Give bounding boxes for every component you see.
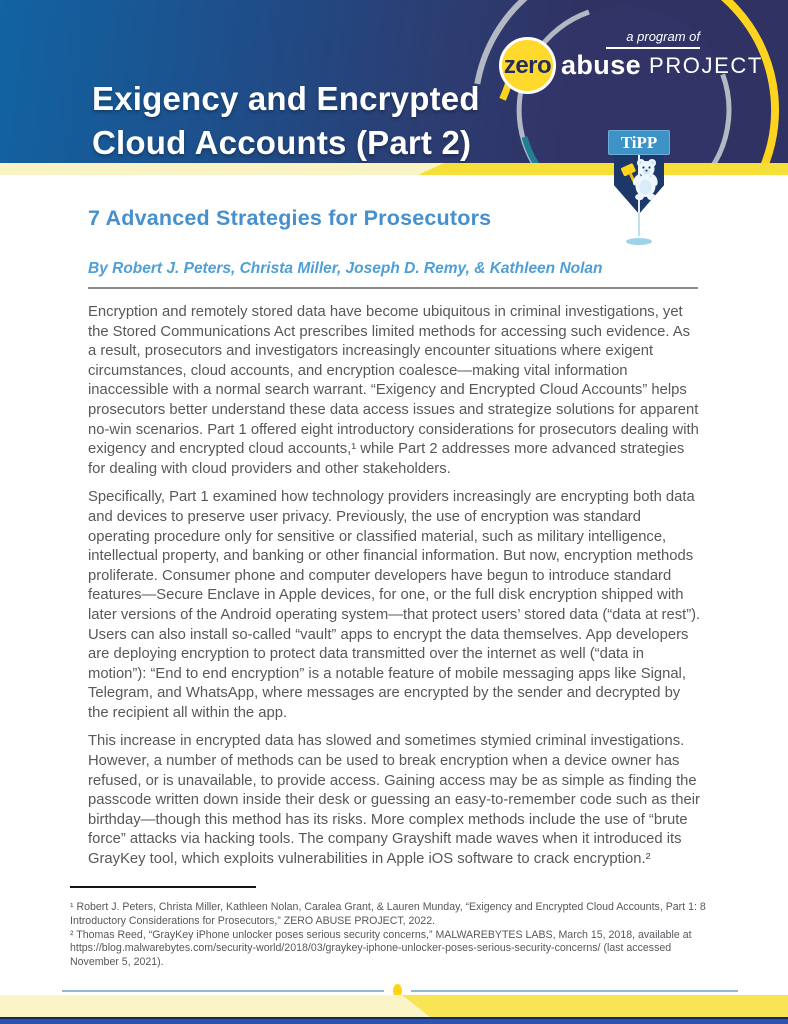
document-title (92, 77, 480, 163)
tipp-badge (608, 130, 672, 248)
teddy-bear-gavel-icon (614, 154, 664, 214)
zero-circle-icon (499, 37, 556, 94)
footer-yellow-band (0, 995, 788, 1017)
title-line-2: Cloud Accounts (Part 2) (92, 124, 472, 161)
logo-abuse-text: abuse (561, 50, 642, 80)
footnote-1: ¹ Robert J. Peters, Christa Miller, Kathleen Nolan, Caralea Grant, & Lauren Munday, “Exigency and Encrypted Cloud Accounts, Part 1: 8 Introductory Considerations for Prosecutors,” ZERO ABUSE PROJECT, 2022. (70, 901, 706, 927)
tipp-shield (614, 154, 664, 214)
paragraph-3: This increase in encrypted data has slowed and sometimes stymied criminal investigations. However, a number of methods can be used to break encryption when a device owner has refused, or is unavailable, to provide access. Gaining access may be as simple as finding the passcode written down inside their desk or guessing an easy-to-remember code such as their birthday—though this method has its risks. More complex methods include the use of “brute force” attacks via hacking tools. The company Grayshift made waves when it introduced its GrayKey tool, which exploits vulnerabilities in Apple iOS software to crack encryption.² (88, 733, 700, 868)
article-body (88, 303, 701, 879)
page-subtitle: 7 Advanced Strategies for Prosecutors (88, 205, 492, 230)
byline: By Robert J. Peters, Christa Miller, Joseph D. Remy, & Kathleen Nolan (88, 260, 603, 277)
logo-zero-text: zero (503, 51, 552, 79)
divider-line-left (62, 990, 384, 992)
badge-shadow (626, 238, 652, 245)
footnote-separator (70, 886, 256, 888)
byline-divider-rule (88, 287, 698, 289)
footer-blue-strip (0, 1017, 788, 1024)
tipp-badge-label: TiPP (608, 130, 670, 155)
paragraph-1: Encryption and remotely stored data have become ubiquitous in criminal investigations, yet the Stored Communications Act prescribes limited methods for accessing such evidence. As a result, prosecutors and investigators increasingly encounter situations where exigent circumstances, cloud accounts, and encryption coalesce—making vital information inaccessible with a normal search warrant. “Exigency and Encrypted Cloud Accounts” helps prosecutors better understand these data access issues and strategize solutions for apparent no-win scenarios. Part 1 offered eight introductory considerations for prosecutors dealing with exigency and encrypted cloud accounts,¹ while Part 2 addresses more advanced strategies for dealing with cloud providers and other stakeholders. (88, 304, 699, 477)
badge-pole (638, 213, 640, 236)
footer-yellow-band-bright-segment (0, 995, 788, 1017)
footnotes (70, 901, 718, 970)
paragraph-2: Specifically, Part 1 examined how technology providers increasingly are encrypting both data and devices to preserve user privacy. Previously, the use of encryption was standard operating procedure only for sensitive or classified material, such as military intelligence, intellectual property, and banking or other financial information. But now, encryption methods proliferate. Consumer phone and computer developers have begun to introduce standard features—Secure Enclave in Apple devices, for one, or the full disk encryption shipped with later versions of the Android operating system—that protect users’ stored data (“data at rest”). Users can also install so-called “vault” apps to encrypt the data themselves. App developers are deploying encryption to protect data transmitted over the internet as well (“data in motion”): “End to end encryption” is a notable feature of mobile messaging apps like Signal, Telegram, and WhatsApp, where messages are encrypted by the sender and decrypted by the recipient all within the app. (88, 489, 701, 721)
logo-project-text: PROJECT (649, 52, 763, 78)
logo-tagline: a program of (606, 29, 700, 49)
zero-abuse-project-logo (499, 37, 763, 94)
title-line-1: Exigency and Encrypted (92, 80, 480, 117)
footnote-2: ² Thomas Reed, “GrayKey iPhone unlocker poses serious security concerns,” MALWAREBYTES LABS, March 15, 2018, available at https://blog.malwarebytes.com/security-world/2018/03/graykey-iphone-unlocker-poses-serious-security-concerns/ (last accessed November 5, 2021). (70, 928, 692, 969)
divider-line-right (411, 990, 738, 992)
